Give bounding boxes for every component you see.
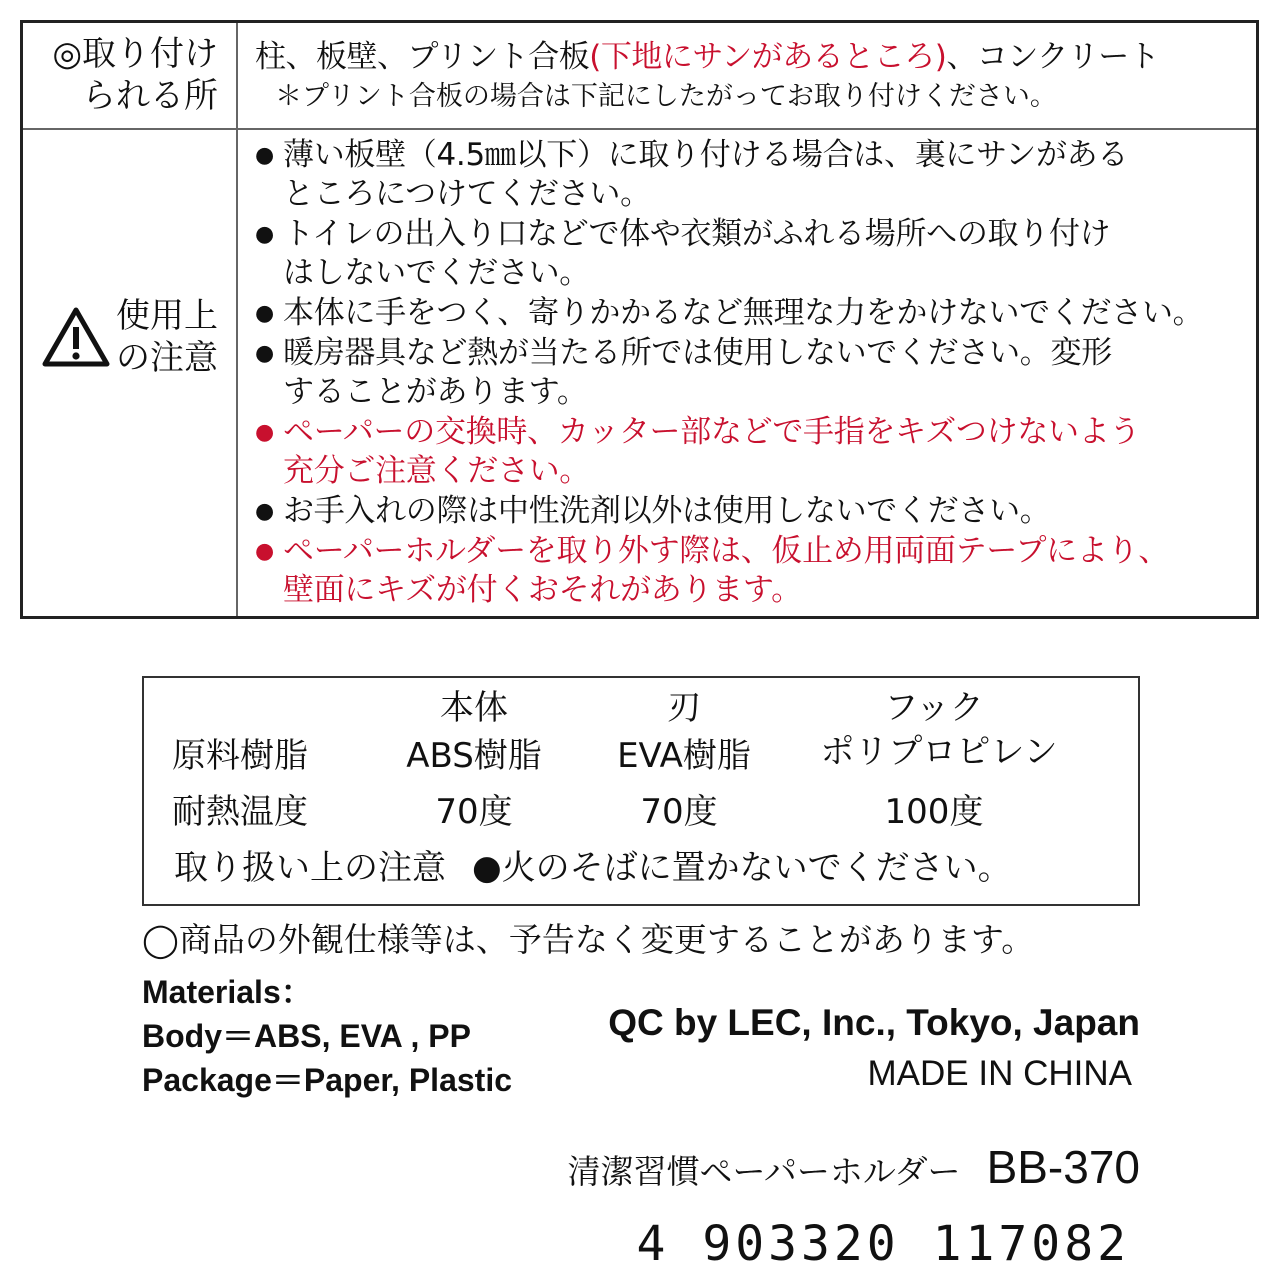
caution-item-line: 薄い板壁（4.5㎜以下）に取り付ける場合は、裏にサンがある xyxy=(283,137,1129,173)
bullet-icon: ● xyxy=(255,499,274,524)
origin-label: MADE IN CHINA xyxy=(867,1054,1132,1093)
barcode-number: 4 903320 117082 xyxy=(636,1216,1130,1272)
materials-box xyxy=(142,676,1140,906)
bullet-icon: ● xyxy=(255,341,274,366)
heat-body: 70度 xyxy=(435,792,513,832)
mounting-label-line2: られる所 xyxy=(82,76,218,116)
company-name: QC by LEC, Inc., Tokyo, Japan xyxy=(608,1002,1140,1043)
spec-change-note: ◯商品の外観仕様等は、予告なく変更することがあります。 xyxy=(142,920,1035,959)
bullet-icon: ● xyxy=(255,301,274,326)
header-body: 本体 xyxy=(440,688,508,728)
bullet-icon: ● xyxy=(255,420,274,445)
bullet-icon: ● xyxy=(255,143,274,168)
caution-item xyxy=(255,294,1246,333)
caution-item xyxy=(255,215,1246,293)
product-line xyxy=(568,1140,1140,1194)
caution-item xyxy=(255,413,1246,491)
mounting-row xyxy=(23,23,1256,130)
mounting-label-line1: ◎取り付け xyxy=(52,34,218,74)
caution-item-line: トイレの出入り口などで体や衣類がふれる場所への取り付け xyxy=(283,216,1111,252)
materials-heading: Materials： xyxy=(142,974,313,1010)
product-code: BB-370 xyxy=(986,1141,1140,1193)
english-materials xyxy=(142,970,512,1102)
caution-item-line: 暖房器具など熱が当たる所では使用しないでください。変形 xyxy=(283,335,1112,371)
mounting-label xyxy=(23,33,236,117)
caution-item-line: お手入れの際は中性洗剤以外は使用しないでください。 xyxy=(283,493,1051,529)
caution-item xyxy=(255,492,1246,531)
resin-blade: EVA樹脂 xyxy=(617,736,751,776)
materials-package: Package＝Paper, Plastic xyxy=(142,1062,513,1098)
mounting-caution-table xyxy=(20,20,1259,619)
mounting-body xyxy=(255,35,1246,115)
heat-blade: 70度 xyxy=(640,792,718,832)
caution-item-line: はしないでください。 xyxy=(283,255,590,291)
caution-item-line: 壁面にキズが付くおそれがあります。 xyxy=(283,572,802,608)
caution-item-line: ペーパーの交換時、カッター部などで手指をキズつけないよう xyxy=(283,414,1141,450)
mounting-red-note: (下地にサンがあるところ) xyxy=(589,39,947,75)
caution-item-line: 本体に手をつく、寄りかかるなど無理な力をかけないでください。 xyxy=(283,295,1204,331)
bullet-icon: ● xyxy=(255,222,274,247)
caution-item xyxy=(255,334,1246,412)
header-blade: 刃 xyxy=(667,688,701,728)
materials-body: Body＝ABS, EVA , PP xyxy=(142,1018,471,1054)
heat-label: 耐熱温度 xyxy=(172,792,308,832)
caution-item xyxy=(255,136,1246,214)
caution-label-line2: の注意 xyxy=(116,338,218,378)
resin-label: 原料樹脂 xyxy=(172,736,308,776)
warning-triangle-icon xyxy=(42,307,110,367)
caution-item-line: 充分ご注意ください。 xyxy=(283,453,590,489)
resin-hook: ポリプロピレン xyxy=(820,732,1058,772)
caution-item xyxy=(255,532,1246,610)
caution-row xyxy=(23,130,1256,616)
caution-item-line: することがあります。 xyxy=(283,374,588,410)
caution-item-line: ペーパーホルダーを取り外す際は、仮止め用両面テープにより、 xyxy=(283,533,1169,569)
caution-label xyxy=(23,295,236,379)
mounting-surfaces: 柱、板壁、プリント合板(下地にサンがあるところ)、コンクリート xyxy=(255,39,1160,75)
heat-hook: 100度 xyxy=(884,792,984,832)
bullet-icon: ● xyxy=(255,539,274,564)
handling-note: 取り扱い上の注意 ●火のそばに置かないでください。 xyxy=(174,848,1012,888)
caution-item-line: ところにつけてください。 xyxy=(283,176,651,212)
resin-body: ABS樹脂 xyxy=(406,736,542,776)
caution-list xyxy=(255,136,1246,611)
caution-label-line1: 使用上 xyxy=(116,296,218,336)
header-hook: フック xyxy=(884,688,984,728)
product-name: 清潔習慣ペーパーホルダー xyxy=(567,1152,961,1191)
mounting-subnote: ＊プリント合板の場合は下記にしたがってお取り付けください。 xyxy=(275,81,1057,112)
